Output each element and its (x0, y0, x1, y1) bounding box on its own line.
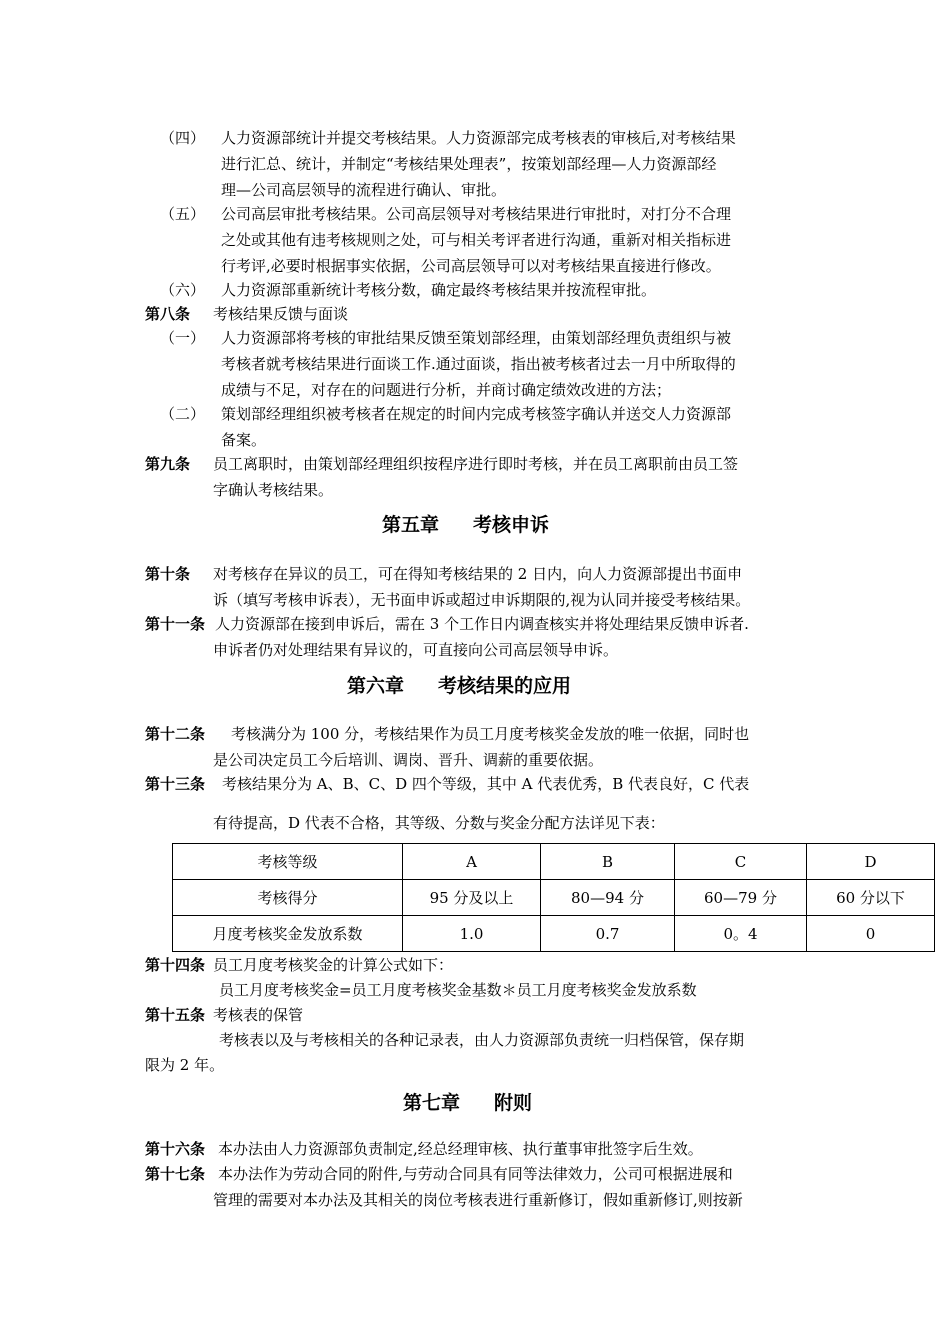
article-title: 考核结果反馈与面谈 (213, 305, 349, 323)
paragraph-line: 员工月度考核奖金的计算公式如下： (213, 956, 454, 974)
table-cell: 60—79 分 (675, 880, 807, 916)
paragraph-line: 人力资源部统计并提交考核结果。人力资源部完成考核表的审核后,对考核结果 (221, 129, 736, 147)
paragraph-line: 限为 2 年。 (145, 1056, 225, 1074)
paragraph-line: 人力资源部重新统计考核分数，确定最终考核结果并按流程审批。 (221, 281, 657, 299)
chapter-name: 考核申诉 (473, 514, 550, 536)
chapter-title (403, 1091, 532, 1115)
chapter-name: 考核结果的应用 (438, 675, 572, 697)
table-cell: B (541, 844, 675, 880)
paragraph-line: 对考核存在异议的员工，可在得知考核结果的 2 日内，向人力资源部提出书面申 (213, 565, 743, 583)
table-cell: 0 (807, 916, 935, 952)
paragraph-line: 策划部经理组织被考核者在规定的时间内完成考核签字确认并送交人力资源部 (221, 405, 732, 423)
grade-table (172, 843, 935, 952)
paragraph-line: 字确认考核结果。 (213, 481, 334, 499)
table-row (173, 880, 935, 916)
paragraph-line: 诉（填写考核申诉表），无书面申诉或超过申诉期限的,视为认同并接受考核结果。 (213, 591, 751, 609)
paragraph-line: 管理的需要对本办法及其相关的岗位考核表进行重新修订，假如重新修订,则按新 (213, 1191, 743, 1209)
paragraph-line: 人力资源部将考核的审批结果反馈至策划部经理，由策划部经理负责组织与被 (221, 329, 732, 347)
table-cell: 0。4 (675, 916, 807, 952)
table-cell: 60 分以下 (807, 880, 935, 916)
chapter-name: 附则 (494, 1092, 533, 1114)
article-label: 第八条 (145, 305, 191, 323)
table-cell: D (807, 844, 935, 880)
table-cell: 1.0 (403, 916, 541, 952)
paragraph-line: 考核者就考核结果进行面谈工作.通过面谈，指出被考核者过去一月中所取得的 (221, 355, 736, 373)
paragraph-line: 理—公司高层领导的流程进行确认、审批。 (221, 181, 507, 199)
table-cell: 月度考核奖金发放系数 (173, 916, 403, 952)
paragraph-line: 员工离职时，由策划部经理组织按程序进行即时考核，并在员工离职前由员工签 (213, 455, 739, 473)
paragraph-line: 之处或其他有违考核规则之处，可与相关考评者进行沟通，重新对相关指标进 (221, 231, 732, 249)
article-label: 第十二条 (145, 725, 206, 743)
chapter-title (347, 674, 571, 698)
paragraph-line: 行考评,必要时根据事实依据，公司高层领导可以对考核结果直接进行修改。 (221, 257, 721, 275)
chapter-number: 第七章 (403, 1092, 461, 1114)
chapter-number: 第五章 (382, 514, 440, 536)
chapter-title (382, 513, 549, 537)
paragraph-line: 申诉者仍对处理结果有异议的，可直接向公司高层领导申诉。 (213, 641, 619, 659)
table-cell: A (403, 844, 541, 880)
paragraph-line: 本办法作为劳动合同的附件,与劳动合同具有同等法律效力，公司可根据进展和 (218, 1165, 733, 1183)
formula-line: 员工月度考核奖金=员工月度考核奖金基数＊员工月度考核奖金发放系数 (219, 981, 697, 999)
table-row (173, 844, 935, 880)
article-label: 第九条 (145, 455, 191, 473)
paragraph-line: 有待提高，D 代表不合格，其等级、分数与奖金分配方法详见下表： (213, 814, 665, 832)
article-label: 第十七条 (145, 1165, 206, 1183)
article-label: 第十四条 (145, 956, 206, 974)
paragraph-line: 考核表以及与考核相关的各种记录表，由人力资源部负责统一归档保管，保存期 (219, 1031, 745, 1049)
table-cell: 考核等级 (173, 844, 403, 880)
item-number: （四） (160, 129, 206, 147)
paragraph-line: 考核满分为 100 分，考核结果作为员工月度考核奖金发放的唯一依据，同时也 (231, 725, 750, 743)
table-cell: 0.7 (541, 916, 675, 952)
item-number: （五） (160, 205, 206, 223)
chapter-number: 第六章 (347, 675, 405, 697)
paragraph-line: 进行汇总、统计，并制定“考核结果处理表”，按策划部经理—人力资源部经 (221, 155, 717, 173)
article-label: 第十五条 (145, 1006, 206, 1024)
paragraph-line: 考核结果分为 A、B、C、D 四个等级，其中 A 代表优秀，B 代表良好，C 代表 (222, 775, 750, 793)
paragraph-line: 成绩与不足，对存在的问题进行分析，并商讨确定绩效改进的方法； (221, 381, 672, 399)
article-label: 第十一条 (145, 615, 206, 633)
item-number: （六） (160, 281, 206, 299)
item-number: （二） (160, 405, 206, 423)
article-label: 第十条 (145, 565, 191, 583)
article-label: 第十三条 (145, 775, 206, 793)
paragraph-line: 公司高层审批考核结果。公司高层领导对考核结果进行审批时，对打分不合理 (221, 205, 732, 223)
table-cell: 考核得分 (173, 880, 403, 916)
paragraph-line: 备案。 (221, 431, 267, 449)
article-label: 第十六条 (145, 1140, 206, 1158)
paragraph-line: 人力资源部在接到申诉后，需在 3 个工作日内调查核实并将处理结果反馈申诉者. (215, 615, 749, 633)
article-title: 考核表的保管 (213, 1006, 304, 1024)
table-cell: 80—94 分 (541, 880, 675, 916)
table-row (173, 916, 935, 952)
item-number: （一） (160, 329, 206, 347)
paragraph-line: 是公司决定员工今后培训、调岗、晋升、调薪的重要依据。 (213, 751, 604, 769)
table-cell: 95 分及以上 (403, 880, 541, 916)
paragraph-line: 本办法由人力资源部负责制定,经总经理审核、执行董事审批签字后生效。 (218, 1140, 703, 1158)
table-cell: C (675, 844, 807, 880)
